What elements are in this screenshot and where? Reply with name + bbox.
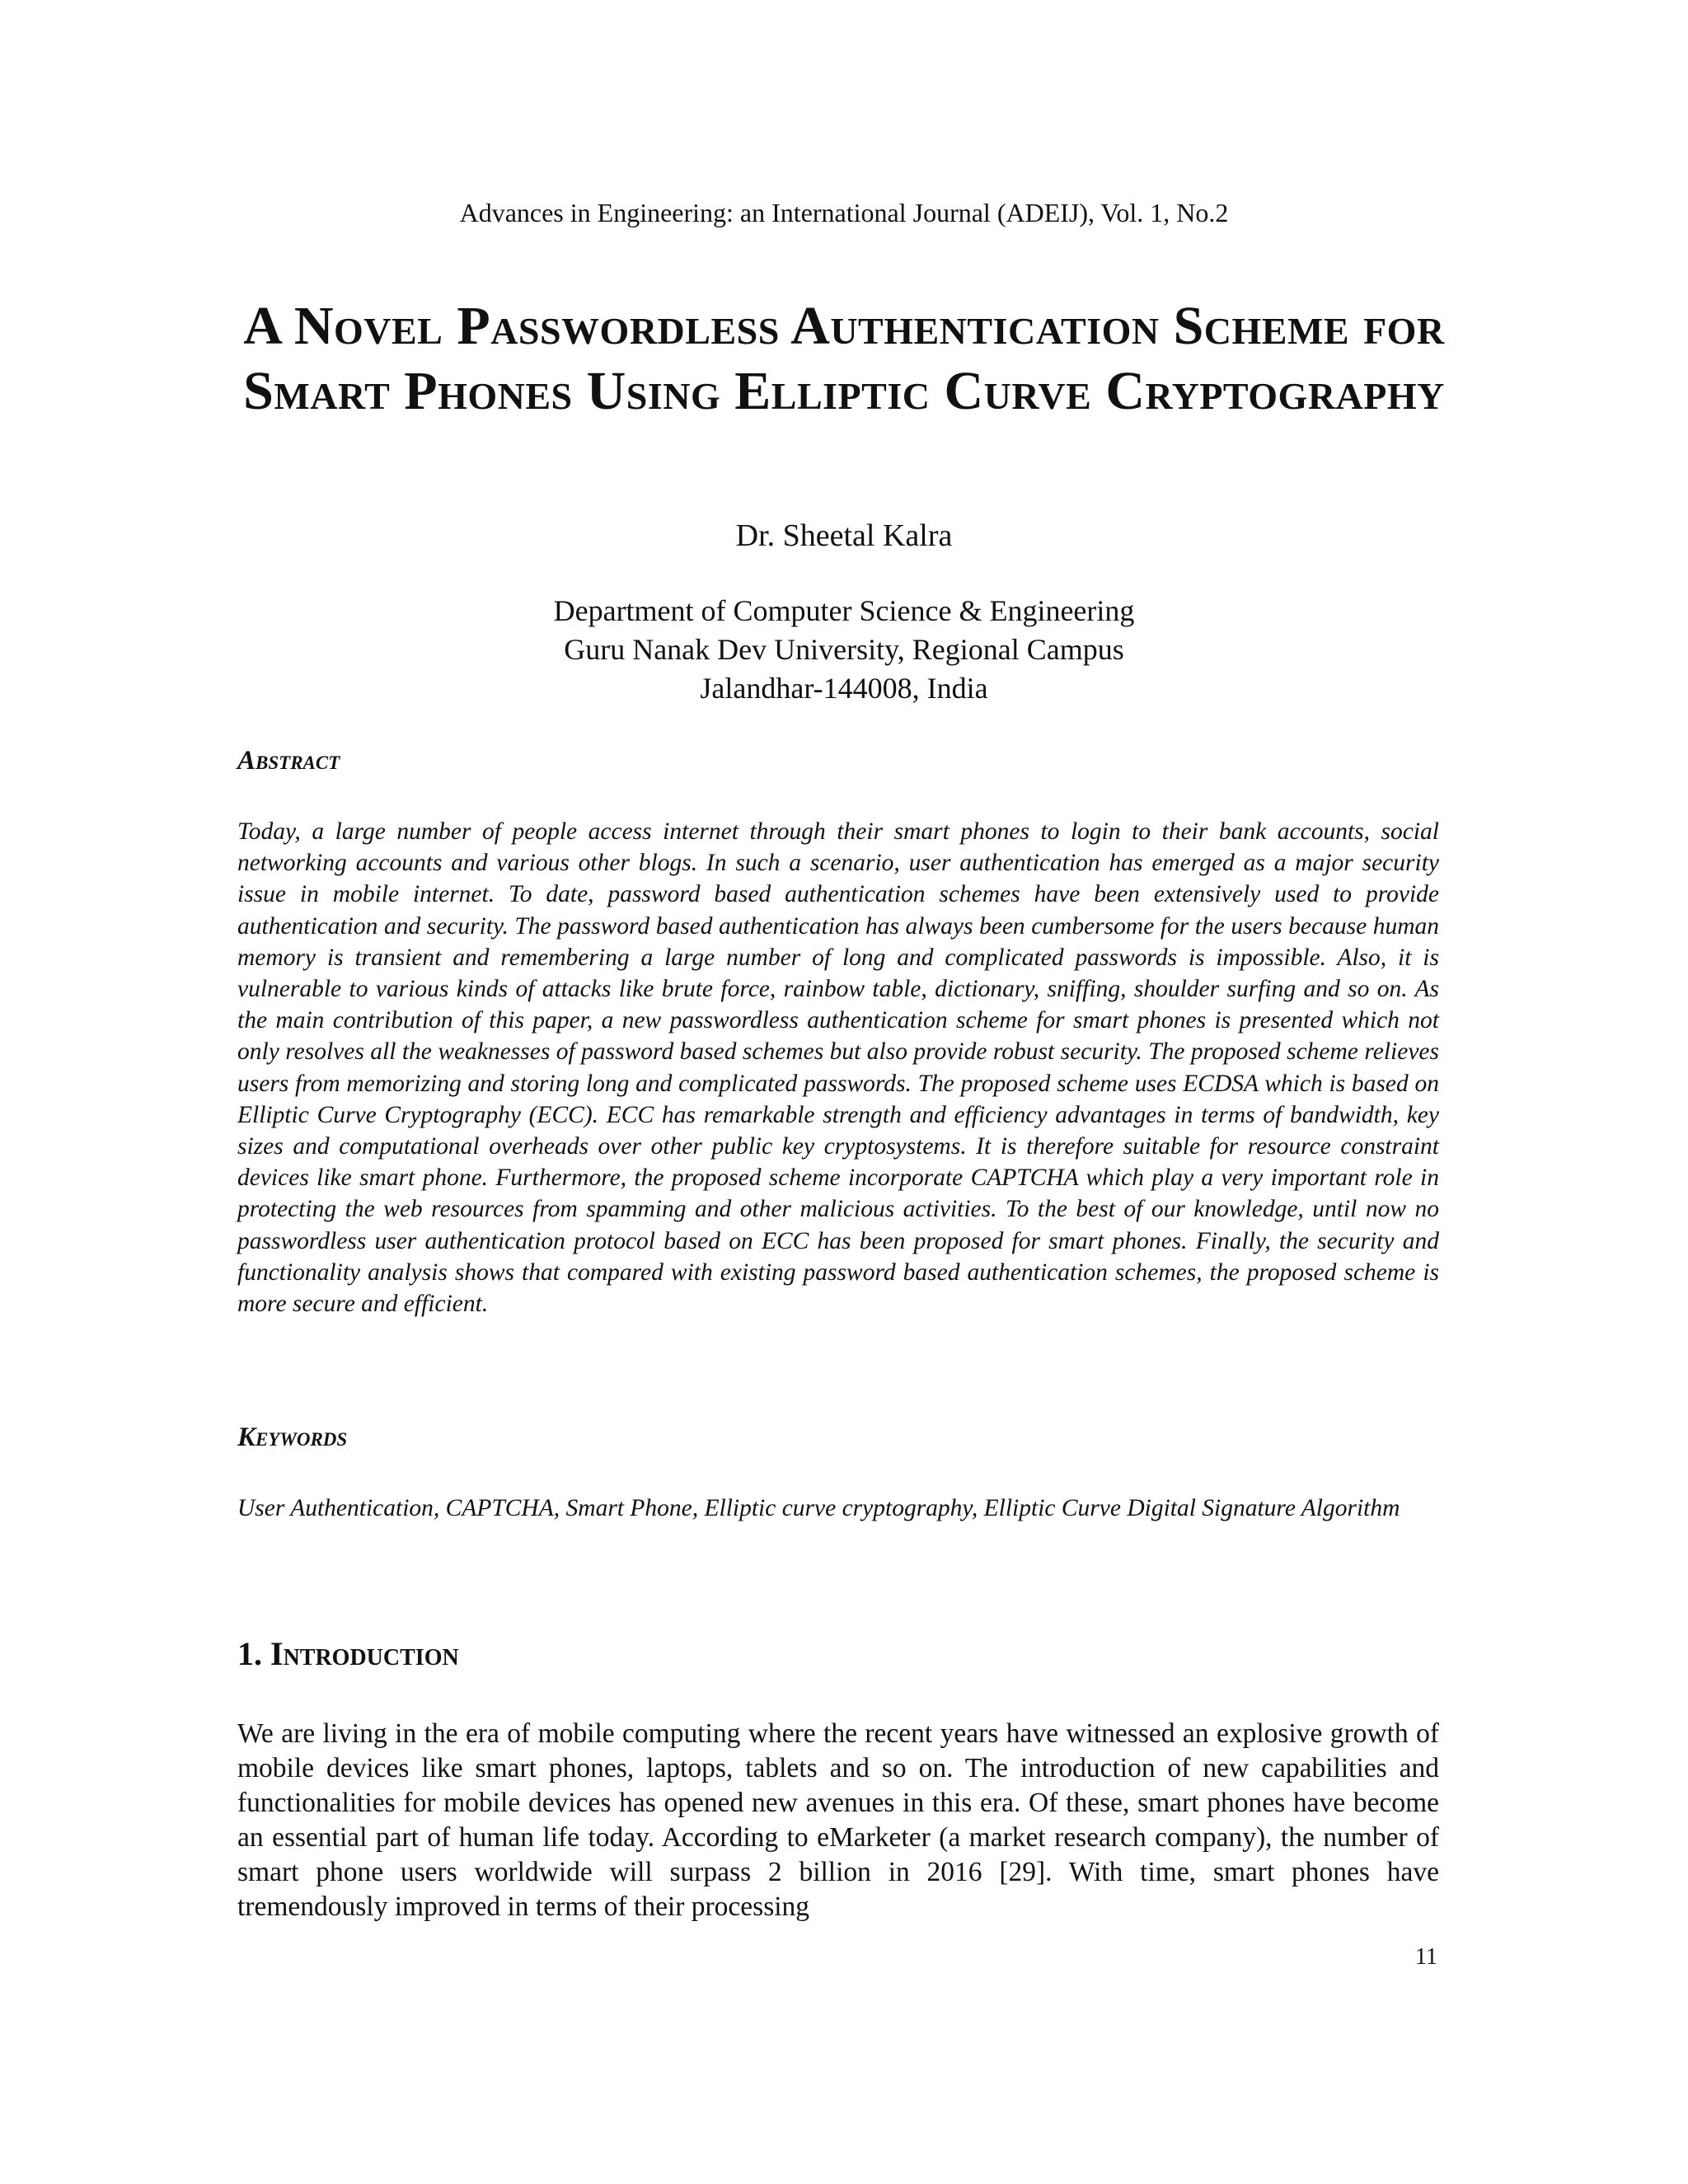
author-name: Dr. Sheetal Kalra [735, 518, 953, 553]
abstract-heading: Abstract [237, 746, 340, 776]
affiliation-university: Guru Nanak Dev University, Regional Campus [564, 633, 1124, 666]
keywords-text: User Authentication, CAPTCHA, Smart Phone, Elliptic curve cryptography, Elliptic Curve Digital Signature Algorithm [237, 1495, 1400, 1521]
keywords-heading: Keywords [237, 1422, 348, 1452]
introduction-heading: 1. Introduction [237, 1635, 459, 1672]
author-affiliation [0, 592, 1688, 708]
paper-title: A Novel Passwordless Authentication Scheme for Smart Phones Using Elliptic Curve Cryptography [243, 296, 1445, 421]
abstract-text: Today, a large number of people access internet through their smart phones to login to their bank accounts, social networking accounts and various other blogs. In such a scenario, user authentication has emerged as a major security issue in mobile internet. To date, password based authentication schemes have been extensively used to provide authentication and security. The password based authentication has always been cumbersome for the users because human memory is transient and remembering a large number of long and complicated passwords is impossible. Also, it is vulnerable to various kinds of attacks like brute force, rainbow table, dictionary, sniffing, shoulder surfing and so on. As the main contribution of this paper, a new passwordless authentication scheme for smart phones is presented which not only resolves all the weaknesses of password based schemes but also provide robust security. The proposed scheme relieves users from memorizing and storing long and complicated passwords. The proposed scheme uses ECDSA which is based on Elliptic Curve Cryptography (ECC). ECC has remarkable strength and efficiency advantages in terms of bandwidth, key sizes and computational overheads over other public key cryptosystems. It is therefore suitable for resource constraint devices like smart phone. Furthermore, the proposed scheme incorporate CAPTCHA which play a very important role in protecting the web resources from spamming and other malicious activities. To the best of our knowledge, until now no passwordless user authentication protocol based on ECC has been proposed for smart phones. Finally, the security and functionality analysis shows that compared with existing password based authentication schemes, the proposed scheme is more secure and efficient. [237, 818, 1439, 1318]
page-number: 11 [1415, 1944, 1437, 1970]
affiliation-department: Department of Computer Science & Engineering [553, 594, 1135, 627]
affiliation-location: Jalandhar-144008, India [700, 672, 988, 705]
introduction-text: We are living in the era of mobile computing where the recent years have witnessed an explosive growth of mobile devices like smart phones, laptops, tablets and so on. The introduction of new capabilities and functionalities for mobile devices has opened new avenues in this era. Of these, smart phones have become an essential part of human life today. According to eMarketer (a market research company), the number of smart phone users worldwide will surpass 2 billion in 2016 [29]. With time, smart phones have tremendously improved in terms of their processing [237, 1718, 1439, 1922]
running-header: Advances in Engineering: an International Journal (ADEIJ), Vol. 1, No.2 [459, 198, 1229, 227]
